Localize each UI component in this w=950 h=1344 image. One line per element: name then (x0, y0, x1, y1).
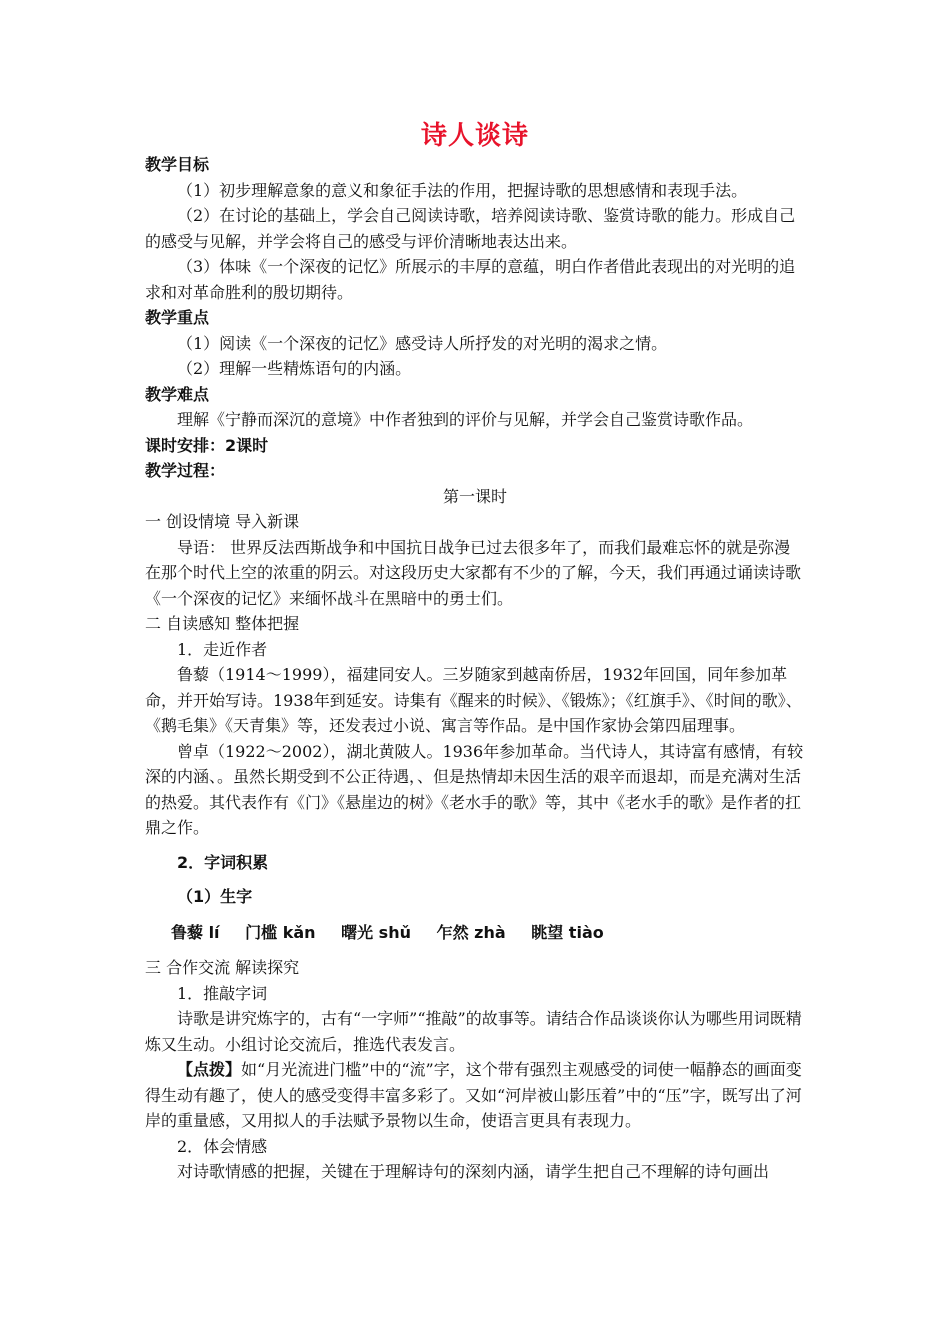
difficulty-1: 理解《宁静而深沉的意境》中作者独到的评价与见解，并学会自己鉴赏诗歌作品。 (177, 410, 754, 429)
part3-sub1: 1．推敲字词 (177, 983, 268, 1003)
lesson-1-heading: 第一课时 (442, 486, 507, 506)
pinyin-item: 鲁藜 lí (171, 922, 220, 942)
part2-sub2a: （1）生字 (177, 887, 253, 906)
pinyin-item: 乍然 zhà (436, 922, 506, 942)
part2-sub1: 1．走近作者 (177, 639, 268, 659)
tip-text: 如“月光流进门槛”中的“流”字，这个带有强烈主观感受的词使一幅静态的画面变得生动有趣了，使人的感受变得丰富多彩了。又如“河岸被山影压着”中的“压”字，既写出了河岸的重量感，又用拟人的手法赋予景物以生命，使语言更具有表现力。 (145, 1060, 802, 1130)
goal-2: （2）在讨论的基础上，学会自己阅读诗歌，培养阅读诗歌、鉴赏诗歌的能力。形成自己的感受与见解，并学会将自己的感受与评价清晰地表达出来。 (145, 206, 796, 251)
part3-heading: 三 合作交流 解读探究 (145, 958, 300, 977)
part3-sub2: 2．体会情感 (177, 1136, 268, 1156)
pinyin-item: 门槛 kǎn (245, 922, 316, 942)
focus-heading: 教学重点 (145, 308, 210, 327)
tip-label: 【点拨】 (177, 1060, 242, 1079)
pinyin-row (145, 920, 805, 946)
goal-1: （1）初步理解意象的意义和象征手法的作用，把握诗歌的思想感情和表现手法。 (177, 180, 748, 200)
part3-p1: 诗歌是讲究炼字的，古有“一字师”“推敲”的故事等。请结合作品谈谈你认为哪些用词既精炼又生动。小组讨论交流后，推选代表发言。 (145, 1009, 802, 1054)
part2-heading: 二 自读感知 整体把握 (145, 614, 300, 633)
part2-sub2: 2．字词积累 (177, 852, 269, 872)
focus-2: （2）理解一些精炼语句的内涵。 (177, 359, 412, 378)
process-heading: 教学过程： (145, 461, 226, 480)
author-zeng-zhuo: 曾卓（1922～2002），湖北黄陂人。1936年参加革命。当代诗人，其诗富有感情，有较深的内涵、。虽然长期受到不公正待遇，、但是热情却未因生活的艰辛而退却，而是充满对生活的热爱。其代表作有《门》《悬崖边的树》《老水手的歌》等，其中《老水手的歌》是作者的扛鼎之作。 (145, 741, 804, 837)
part1-intro: 导语： 世界反法西斯战争和中国抗日战争已过去很多年了，而我们最难忘怀的就是弥漫在那个时代上空的浓重的阴云。对这段历史大家都有不少的了解，今天，我们再通过诵读诗歌《一个深夜的记忆》来缅怀战斗在黑暗中的勇士们。 (145, 537, 802, 608)
goal-3: （3）体味《一个深夜的记忆》所展示的丰厚的意蕴，明白作者借此表现出的对光明的追求和对革命胜利的殷切期待。 (145, 257, 796, 302)
goals-heading: 教学目标 (145, 155, 210, 174)
part1-heading: 一 创设情境 导入新课 (145, 512, 300, 531)
document-title: 诗人谈诗 (420, 121, 529, 151)
part3-p2: 对诗歌情感的把握，关键在于理解诗句的深刻内涵，请学生把自己不理解的诗句画出 (177, 1162, 770, 1181)
part3-tip (145, 1057, 805, 1134)
author-lu-li: 鲁藜（1914～1999），福建同安人。三岁随家到越南侨居，1932年回国，同年参加革命，并开始写诗。1938年到延安。诗集有《醒来的时候》、《锻炼》；《红旗手》、《时间的歌》、《鹅毛集》《天青集》等，还发表过小说、寓言等作品。是中国作家协会第四届理事。 (145, 665, 802, 735)
focus-1: （1）阅读《一个深夜的记忆》感受诗人所抒发的对光明的渴求之情。 (177, 333, 668, 353)
pinyin-item: 曙光 shǔ (341, 922, 411, 942)
difficulty-heading: 教学难点 (145, 384, 210, 404)
pinyin-item: 眺望 tiào (531, 922, 604, 942)
document-body (145, 152, 805, 1185)
schedule: 课时安排：2课时 (145, 435, 269, 455)
